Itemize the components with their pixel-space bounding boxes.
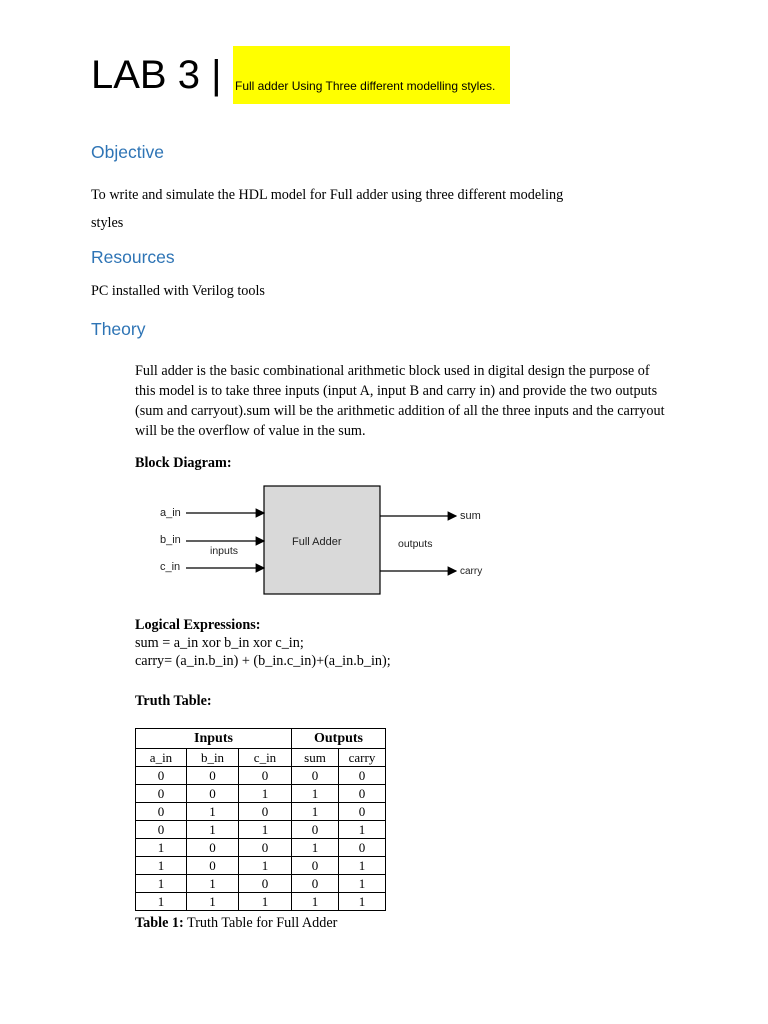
table-cell: 1 bbox=[136, 893, 187, 911]
column-header: a_in bbox=[136, 749, 187, 767]
table-cell: 0 bbox=[187, 785, 239, 803]
table-caption-text: Truth Table for Full Adder bbox=[183, 915, 338, 931]
table-cell: 0 bbox=[339, 767, 386, 785]
table-cell: 1 bbox=[292, 893, 339, 911]
table-cell: 0 bbox=[339, 839, 386, 857]
table-cell: 1 bbox=[187, 803, 239, 821]
table-cell: 0 bbox=[239, 875, 292, 893]
block-diagram-label: Block Diagram: bbox=[135, 455, 232, 471]
table-caption-number: Table 1: bbox=[135, 915, 184, 931]
table-cell: 0 bbox=[292, 767, 339, 785]
table-cell: 1 bbox=[339, 893, 386, 911]
table-cell: 1 bbox=[239, 857, 292, 875]
inputs-group-header: Inputs bbox=[136, 729, 292, 749]
table-cell: 0 bbox=[187, 839, 239, 857]
output-carry-label: carry bbox=[460, 566, 483, 577]
table-cell: 1 bbox=[136, 875, 187, 893]
table-cell: 0 bbox=[339, 785, 386, 803]
truth-table bbox=[135, 728, 386, 911]
objective-heading: Objective bbox=[91, 142, 164, 162]
carry-expression: carry= (a_in.b_in) + (b_in.c_in)+(a_in.b_in); bbox=[135, 653, 391, 669]
table-cell: 0 bbox=[239, 767, 292, 785]
theory-line-2: this model is to take three inputs (input A, input B and carry in) and provide the two outputs bbox=[135, 383, 658, 399]
table-cell: 0 bbox=[239, 803, 292, 821]
input-b-label: b_in bbox=[160, 534, 181, 546]
logical-expressions-label: Logical Expressions: bbox=[135, 617, 261, 633]
theory-line-3: (sum and carryout).sum will be the arithmetic addition of all the three inputs and the carryout bbox=[135, 403, 665, 419]
column-header: b_in bbox=[187, 749, 239, 767]
column-header: carry bbox=[339, 749, 386, 767]
table-row bbox=[136, 893, 386, 911]
table-cell: 1 bbox=[292, 785, 339, 803]
table-cell: 1 bbox=[239, 893, 292, 911]
table-cell: 0 bbox=[292, 875, 339, 893]
input-a-label: a_in bbox=[160, 507, 181, 519]
table-row bbox=[136, 839, 386, 857]
table-cell: 1 bbox=[136, 857, 187, 875]
output-sum-label: sum bbox=[460, 510, 481, 522]
objective-line-2: styles bbox=[91, 215, 124, 231]
column-header: sum bbox=[292, 749, 339, 767]
truth-table-label: Truth Table: bbox=[135, 693, 212, 709]
table-cell: 0 bbox=[187, 857, 239, 875]
table-cell: 1 bbox=[239, 821, 292, 839]
input-c-label: c_in bbox=[160, 561, 181, 573]
table-caption bbox=[135, 913, 337, 933]
theory-line-4: will be the overflow of value in the sum. bbox=[135, 423, 366, 439]
lab-subtitle: Full adder Using Three different modelling styles. bbox=[235, 79, 496, 93]
column-header: c_in bbox=[239, 749, 292, 767]
table-cell: 1 bbox=[292, 803, 339, 821]
table-cell: 0 bbox=[136, 803, 187, 821]
resources-heading: Resources bbox=[91, 247, 175, 267]
table-cell: 1 bbox=[187, 875, 239, 893]
theory-heading: Theory bbox=[91, 319, 146, 339]
sum-expression: sum = a_in xor b_in xor c_in; bbox=[135, 635, 304, 651]
title-highlight bbox=[233, 46, 510, 104]
table-cell: 1 bbox=[292, 839, 339, 857]
inputs-label: inputs bbox=[210, 545, 239, 557]
table-row bbox=[136, 785, 386, 803]
table-row bbox=[136, 875, 386, 893]
outputs-group-header: Outputs bbox=[292, 729, 386, 749]
table-cell: 0 bbox=[136, 767, 187, 785]
table-row bbox=[136, 821, 386, 839]
table-row bbox=[136, 767, 386, 785]
outputs-label: outputs bbox=[398, 538, 433, 550]
objective-line-1: To write and simulate the HDL model for Full adder using three different modeling bbox=[91, 187, 564, 203]
column-header-row bbox=[136, 749, 386, 767]
table-cell: 1 bbox=[339, 875, 386, 893]
theory-line-1: Full adder is the basic combinational arithmetic block used in digital design the purpose of bbox=[135, 363, 650, 379]
table-cell: 1 bbox=[187, 893, 239, 911]
table-cell: 0 bbox=[339, 803, 386, 821]
block-diagram bbox=[150, 482, 500, 598]
table-cell: 1 bbox=[339, 821, 386, 839]
table-cell: 1 bbox=[339, 857, 386, 875]
table-cell: 0 bbox=[292, 821, 339, 839]
table-cell: 1 bbox=[187, 821, 239, 839]
table-row bbox=[136, 803, 386, 821]
table-cell: 0 bbox=[136, 785, 187, 803]
table-cell: 0 bbox=[239, 839, 292, 857]
table-cell: 1 bbox=[136, 839, 187, 857]
resources-text: PC installed with Verilog tools bbox=[91, 283, 265, 299]
table-cell: 0 bbox=[292, 857, 339, 875]
table-cell: 1 bbox=[239, 785, 292, 803]
full-adder-label: Full Adder bbox=[292, 536, 342, 548]
table-row bbox=[136, 857, 386, 875]
table-cell: 0 bbox=[187, 767, 239, 785]
lab-title: LAB 3 | bbox=[91, 53, 222, 97]
table-cell: 0 bbox=[136, 821, 187, 839]
